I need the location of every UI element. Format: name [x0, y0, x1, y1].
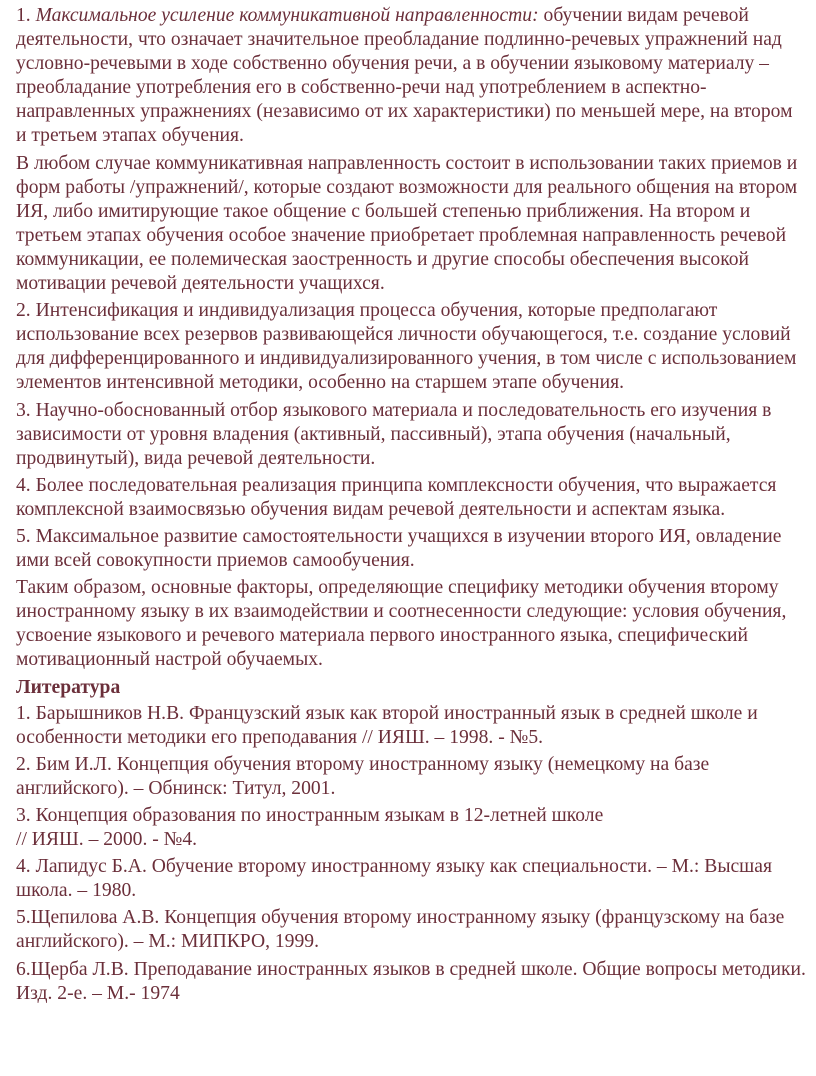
literature-heading: Литература — [16, 676, 121, 698]
paragraph-4: 3. Научно-обоснованный отбор языкового материала и последовательность его изучения в зависимости от уровня владения (активный, пассивный), этапа обучения (начальный, продвинутый), вида речевой деятельности. — [16, 399, 772, 469]
paragraph-5: 4. Более последовательная реализация принципа комплексности обучения, что выражается комплексной взаимосвязью обучения видам речевой деятельности и аспектам языка. — [16, 474, 777, 520]
literature-item: 2. Бим И.Л. Концепция обучения второму иностранному языку (немецкому на базе английского). – Обнинск: Титул, 2001. — [16, 753, 710, 799]
document-page — [16, 4, 806, 1009]
literature-item: 6.Щерба Л.В. Преподавание иностранных языков в средней школе. Общие вопросы методики. Изд. 2-е. – М.- 1974 — [16, 958, 806, 1004]
paragraph-1 — [16, 4, 806, 149]
literature-item: 4. Лапидус Б.А. Обучение второму иностранному языку как специальности. – М.: Высшая школа. – 1980. — [16, 856, 772, 902]
paragraph-1-emphasis: Максимальное усиление коммуникативной направленности: — [35, 5, 539, 26]
paragraph-6: 5. Максимальное развитие самостоятельности учащихся в изучении второго ИЯ, овладение ими всей совокупности приемов самообучения. — [16, 525, 782, 572]
paragraph-3: 2. Интенсификация и индивидуализация процесса обучения, которые предполагают использование всех резервов развивающейся личности обучающегося, т.е. создание условий для дифференцированного и индивидуализированного учения, в том числе с использованием элементов интенсивной методики, особенно на старшем этапе обучения. — [16, 300, 797, 394]
literature-item: 3. Концепция образования по иностранным языкам в 12-летней школе — [16, 805, 604, 826]
literature-item: 5.Щепилова А.В. Концепция обучения второму иностранному языку (французскому на базе английского). – М.: МИПКРО, 1999. — [16, 907, 785, 953]
paragraph-1-text: обучении видам речевой деятельности, что означает значительное преобладание подлинно-речевых упражнений над условно-речевыми в ходе собственно обучения речи, а в обучении языковому материалу – преобладание употребления его в собственно-речи над употреблением в аспектно-направленных упражнениях (независимо от их характеристики) по меньшей мере, на втором и третьем этапах обучения. — [16, 5, 793, 147]
paragraph-7: Таким образом, основные факторы, определяющие специфику методики обучения второму иностранному языку в их взаимодействии и соотнесенности следующие: условия обучения, усвоение языкового и речевого материала первого иностранного языка, специфический мотивационный настрой обучаемых. — [16, 577, 787, 671]
literature-item: 1. Барышников Н.В. Французский язык как второй иностранный язык в средней школе и особенности методики его преподавания // ИЯШ. – 1998. - №5. — [16, 702, 758, 748]
paragraph-2: В любом случае коммуникативная направленность состоит в использовании таких приемов и форм работы /упражнений/, которые создают возможности для реального общения на втором ИЯ, либо имитирующие такое общение с большей степенью приближения. На втором и третьем этапах обучения особое значение приобретает проблемная направленность речевой коммуникации, ее полемическая заостренность и другие способы обеспечения высокой мотивации речевой деятельности учащихся. — [16, 152, 798, 295]
literature-item-continuation: // ИЯШ. – 2000. - №4. — [16, 829, 198, 851]
paragraph-1-number: 1. — [16, 5, 36, 26]
